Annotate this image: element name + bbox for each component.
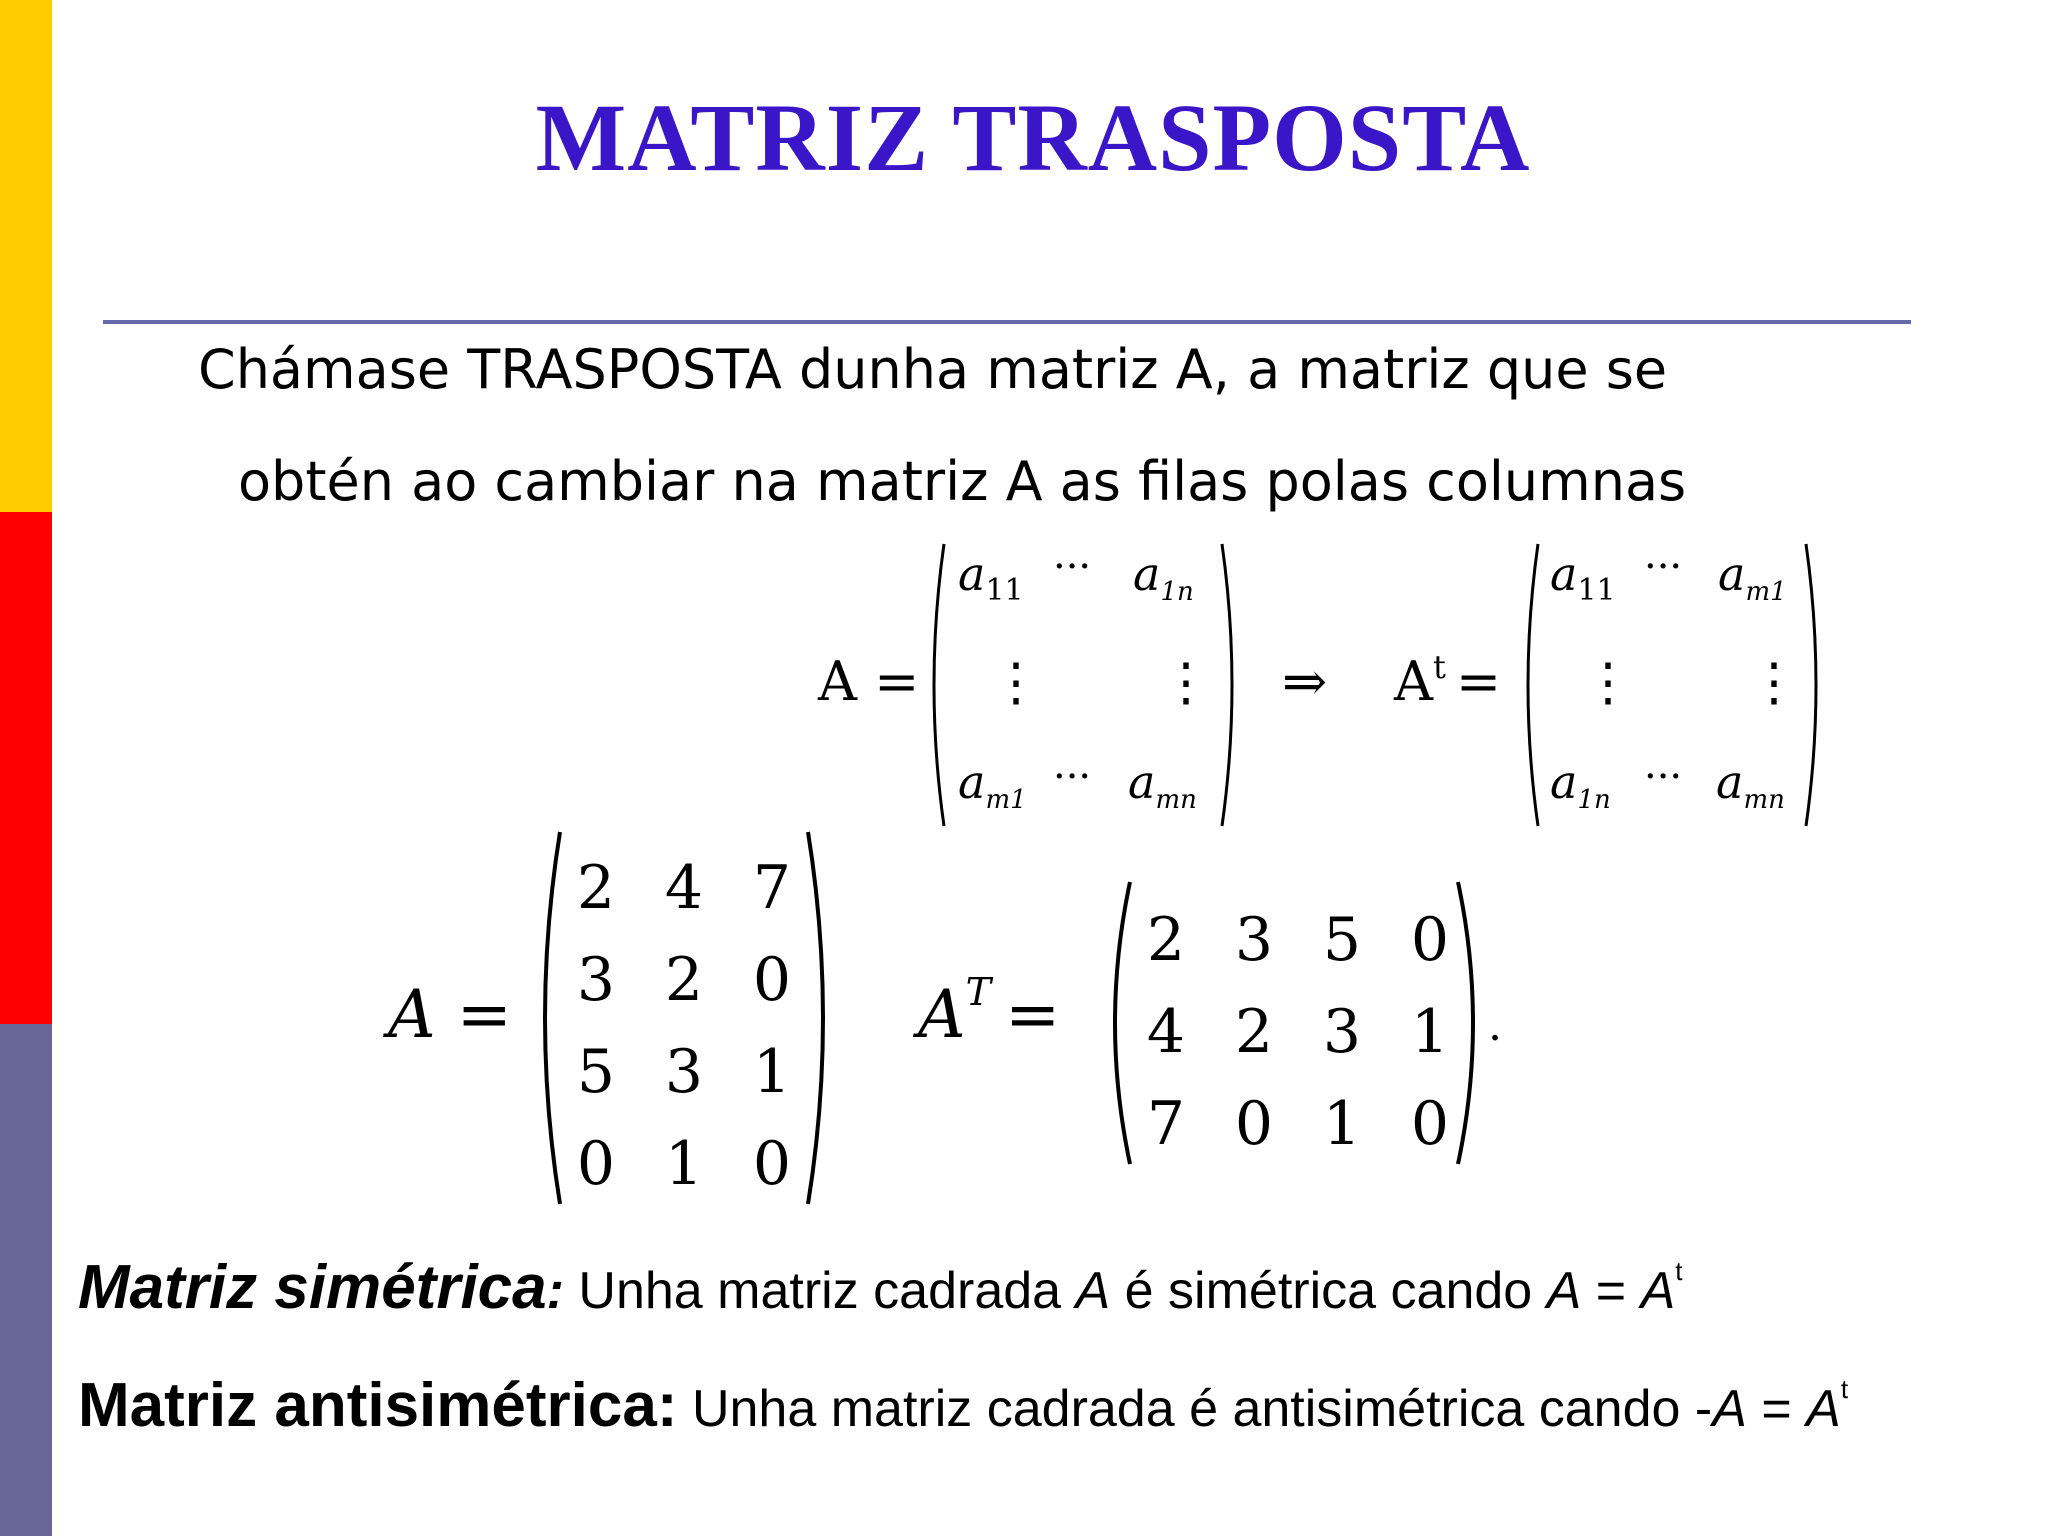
symmetric-eq: = bbox=[1581, 1262, 1641, 1320]
matrix-at-entry-r1-c3: 5 bbox=[1322, 905, 1362, 975]
matrix-a-entry-r4-c1: 0 bbox=[576, 1129, 616, 1199]
antisymmetric-sup: t bbox=[1840, 1374, 1849, 1404]
left-paren bbox=[1528, 544, 1538, 826]
matrix-at-entry-r3-c4: 0 bbox=[1410, 1089, 1450, 1159]
left-paren bbox=[545, 832, 560, 1204]
definition-line-1: Chámase TRASPOSTA dunha matriz A, a matriz que se bbox=[198, 338, 1668, 401]
matrix-a-entry-r4-c3: 0 bbox=[752, 1129, 792, 1199]
definition-line-2: obtén ao cambiar na matriz A as filas polas columnas bbox=[238, 450, 1687, 513]
antisymmetric-eq-lhs: A bbox=[1712, 1380, 1747, 1438]
hdots-top: ··· bbox=[1644, 544, 1683, 590]
entry-am1: $a_{m1}$ bbox=[1718, 547, 1787, 607]
matrix-a-entry-r1-c2: 4 bbox=[664, 853, 704, 923]
title-divider bbox=[103, 320, 1911, 324]
matrix-at-entry-r3-c3: 1 bbox=[1322, 1089, 1362, 1159]
symmetric-text-1: Unha matriz cadrada bbox=[563, 1262, 1076, 1320]
matrix-at-entry-r1-c4: 0 bbox=[1410, 905, 1450, 975]
example-lhs-text: A = bbox=[388, 976, 512, 1053]
rhs-equals: = bbox=[1455, 650, 1502, 713]
entry-a11: $a_{11}$ bbox=[1550, 547, 1616, 608]
symmetric-var: A bbox=[1075, 1262, 1111, 1320]
implies-arrow: ⇒ bbox=[1282, 650, 1328, 713]
vdots-left: ⋮ bbox=[990, 653, 1042, 713]
matrix-at-entry-r2-c1: 4 bbox=[1146, 997, 1186, 1067]
vdots-right: ⋮ bbox=[1160, 653, 1212, 713]
matrix-a-entry-r2-c3: 0 bbox=[752, 945, 792, 1015]
example-matrix-a bbox=[538, 828, 838, 1208]
example-rhs-superscript: T bbox=[965, 970, 992, 1014]
example-rhs-symbol: A bbox=[918, 976, 966, 1053]
antisymmetric-eq: = bbox=[1746, 1380, 1807, 1438]
rhs-symbol: A bbox=[1394, 650, 1433, 713]
left-paren bbox=[1115, 882, 1130, 1164]
matrix-a-entry-r2-c1: 3 bbox=[576, 945, 616, 1015]
general-matrix-at bbox=[1522, 540, 1822, 830]
symmetric-sup: t bbox=[1675, 1256, 1683, 1286]
sidebar-accent-bar bbox=[0, 0, 52, 1536]
left-paren bbox=[934, 544, 944, 826]
rhs-superscript: t bbox=[1433, 648, 1446, 686]
accent-bar-slate bbox=[0, 1024, 52, 1536]
hdots-bottom: ··· bbox=[1053, 754, 1092, 800]
matrix-a-entry-r3-c2: 3 bbox=[664, 1037, 704, 1107]
matrix-at-entry-r1-c2: 3 bbox=[1234, 905, 1274, 975]
symmetric-eq-lhs: A bbox=[1546, 1262, 1582, 1320]
entry-amn: $a_{mn}$ bbox=[1716, 755, 1785, 815]
matrix-at-entry-r1-c1: 2 bbox=[1146, 905, 1186, 975]
symmetric-colon: : bbox=[546, 1262, 564, 1320]
antisymmetric-text-1: Unha matriz cadrada é antisimétrica cando - bbox=[677, 1380, 1713, 1438]
hdots-bottom: ··· bbox=[1644, 754, 1683, 800]
right-paren bbox=[1806, 544, 1816, 826]
antisymmetric-definition bbox=[78, 1370, 1848, 1441]
entry-a1n: $a_{1n}$ bbox=[1550, 755, 1611, 815]
vdots-right: ⋮ bbox=[1748, 653, 1800, 713]
right-paren bbox=[1458, 882, 1473, 1164]
matrix-at-entry-r2-c4: 1 bbox=[1410, 997, 1450, 1067]
matrix-at-entry-r3-c2: 0 bbox=[1234, 1089, 1274, 1159]
entry-am1: $a_{m1}$ bbox=[958, 755, 1027, 815]
example-matrix-at bbox=[1108, 878, 1488, 1168]
example-rhs-label bbox=[918, 970, 1061, 1053]
matrix-a-entry-r1-c3: 7 bbox=[752, 853, 792, 923]
accent-bar-yellow bbox=[0, 0, 52, 512]
example-lhs bbox=[388, 976, 512, 1053]
matrix-a-entry-r4-c2: 1 bbox=[664, 1129, 704, 1199]
matrix-a-entry-r2-c2: 2 bbox=[664, 945, 704, 1015]
matrix-a-entry-r1-c1: 2 bbox=[576, 853, 616, 923]
matrix-at-entry-r3-c1: 7 bbox=[1146, 1089, 1186, 1159]
entry-amn: $a_{mn}$ bbox=[1128, 755, 1197, 815]
matrix-at-entry-r2-c3: 3 bbox=[1322, 997, 1362, 1067]
symmetric-definition bbox=[78, 1252, 1683, 1323]
hdots-top: ··· bbox=[1053, 544, 1092, 590]
general-matrix-a bbox=[928, 540, 1238, 830]
antisymmetric-term: Matriz antisimétrica: bbox=[78, 1371, 678, 1440]
entry-a11: $a_{11}$ bbox=[958, 547, 1024, 608]
accent-bar-red bbox=[0, 512, 52, 1024]
matrix-at-entry-r2-c2: 2 bbox=[1234, 997, 1274, 1067]
example-rhs-equals: = bbox=[1005, 976, 1061, 1053]
matrix-a-entry-r3-c1: 5 bbox=[576, 1037, 616, 1107]
slide-title: MATRIZ TRASPOSTA bbox=[535, 84, 1531, 191]
example-trailing-period: . bbox=[1488, 1000, 1502, 1051]
right-paren bbox=[1222, 544, 1232, 826]
entry-a1n: $a_{1n}$ bbox=[1133, 547, 1194, 607]
symmetric-text-2: é simétrica cando bbox=[1110, 1262, 1547, 1320]
general-lhs: A = bbox=[818, 650, 920, 713]
symmetric-term: Matriz simétrica bbox=[78, 1253, 547, 1322]
symmetric-eq-rhs: A bbox=[1640, 1262, 1676, 1320]
antisymmetric-eq-rhs: A bbox=[1806, 1380, 1841, 1438]
general-rhs-label bbox=[1394, 650, 1501, 713]
matrix-a-entry-r3-c3: 1 bbox=[752, 1037, 792, 1107]
vdots-left: ⋮ bbox=[1582, 653, 1634, 713]
right-paren bbox=[808, 832, 823, 1204]
